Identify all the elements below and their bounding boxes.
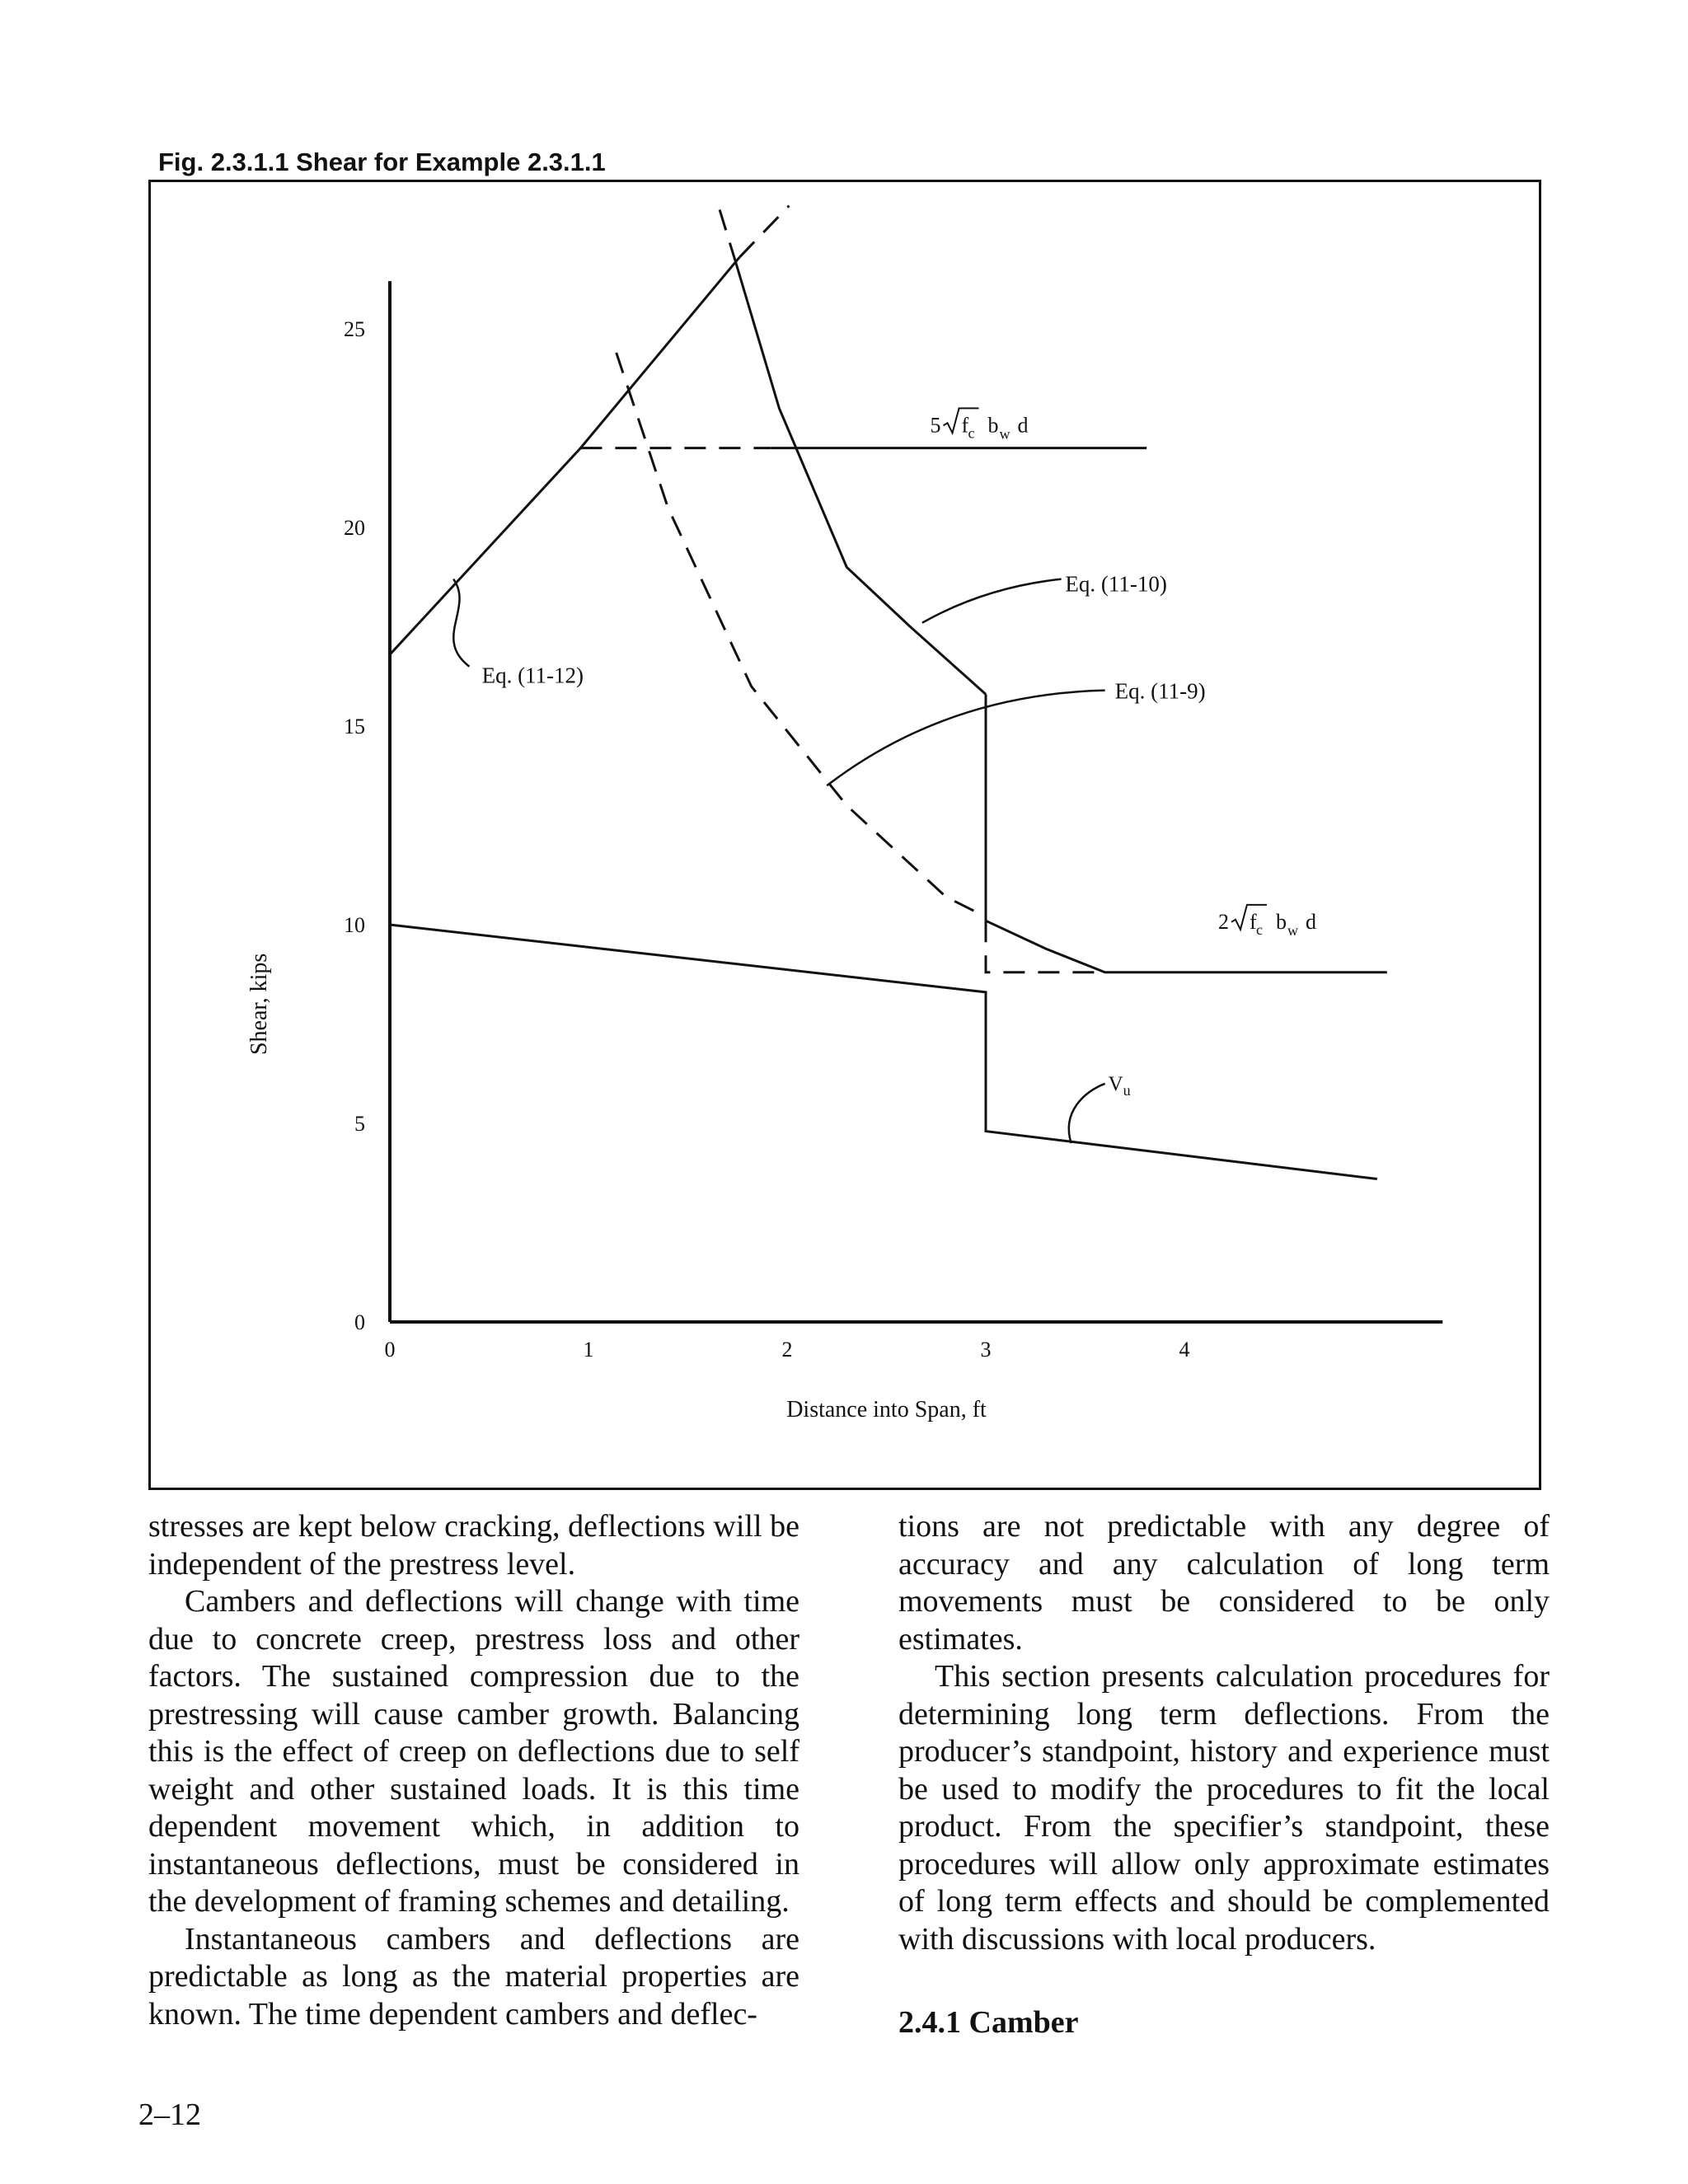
y-tick-label: 5 [354, 1112, 365, 1136]
x-tick-label: 0 [384, 1338, 396, 1361]
label-two-root [1218, 905, 1316, 939]
x-tick-label: 4 [1179, 1338, 1190, 1361]
y-tick-label: 10 [344, 913, 365, 937]
y-axis-label: Shear, kips [246, 953, 272, 1056]
label-two-root-coef: 2 [1217, 909, 1229, 934]
leader-vu [1069, 1084, 1105, 1143]
label-two-root-d: d [1305, 909, 1316, 934]
label-five-root [931, 408, 1029, 442]
x-tick-label: 2 [781, 1338, 793, 1361]
label-two-root-f: f [1249, 909, 1257, 934]
x-tick-label: 1 [583, 1338, 594, 1361]
leader-eq-11-12 [453, 579, 469, 667]
label-eq-11-10: Eq. (11-10) [1065, 571, 1167, 597]
paragraph-stresses: stresses are kept below cracking, deflections will be independent of the prestress level. [148, 1509, 799, 1582]
page-number: 2–12 [138, 2097, 201, 2132]
section-heading: 2.4.1 Camber [898, 2005, 1079, 2040]
series-line-5 [720, 209, 735, 261]
label-vu: $V_u$ [1108, 1072, 1131, 1099]
right-column [898, 1508, 1550, 1958]
label-two-root-w-sub: w [1287, 921, 1298, 939]
series-line-0 [390, 257, 739, 654]
paragraph-instantaneous: Instantaneous cambers and deflections are predictable as long as the material properties are known. The time dependent cambers and deflec- [148, 1921, 799, 2032]
leader-eq-11-9 [827, 691, 1104, 786]
paragraph-cambers-change: Cambers and deflections will change with time due to concrete creep, prestress loss and other factors. The sustained compression due to the prestressing will cause camber growth. Balancing this is the effect of creep on deflections due to self weight and other sustained loads. It is this time dependent movement which, in addition to instantaneous deflections, must be considered in the development of framing schemes and detailing. [148, 1584, 799, 1919]
figure-caption: Fig. 2.3.1.1 Shear for Example 2.3.1.1 [158, 148, 606, 176]
y-tick-label: 0 [354, 1310, 365, 1334]
series-line-6 [617, 353, 986, 917]
y-tick-label: 25 [344, 317, 365, 341]
series-line-4 [735, 261, 986, 694]
paragraph-tions: tions are not predictable with any degree of accuracy and any calculation of long term movements must be considered to be only estimates. [898, 1509, 1550, 1657]
x-axis-label: Distance into Span, ft [786, 1397, 987, 1422]
series-line-7 [986, 921, 1387, 972]
paragraph-section-presents: This section presents calculation procedures for determining long term deflections. From the producer’s standpoint, history and experience must be used to modify the procedures to fit the local product. From the specifier’s standpoint, these procedures will allow only approximate estimates of long term effects and should be complemented with discussions with local producers. [898, 1659, 1550, 1957]
shear-chart [151, 182, 1539, 1488]
label-five-root-coef: 5 [930, 413, 941, 438]
x-tick-label: 3 [980, 1338, 992, 1361]
leader-eq-11-10 [922, 579, 1062, 623]
label-two-root-c-sub: c [1255, 921, 1263, 938]
y-tick-label: 20 [344, 516, 365, 540]
label-five-root-w-sub: w [999, 425, 1010, 443]
figure-frame [148, 180, 1541, 1490]
label-five-root-d: d [1017, 413, 1029, 438]
y-tick-label: 15 [344, 715, 365, 738]
label-five-root-c-sub: c [968, 424, 975, 442]
left-column [148, 1508, 799, 2033]
label-two-root-b: b [1275, 909, 1287, 934]
label-five-root-b: b [987, 413, 999, 438]
series-line-1 [739, 206, 789, 258]
label-eq-11-12: Eq. (11-12) [481, 663, 584, 688]
label-eq-11-9: Eq. (11-9) [1114, 678, 1206, 704]
series-line-10 [390, 925, 1377, 1179]
label-five-root-f: f [961, 413, 969, 438]
